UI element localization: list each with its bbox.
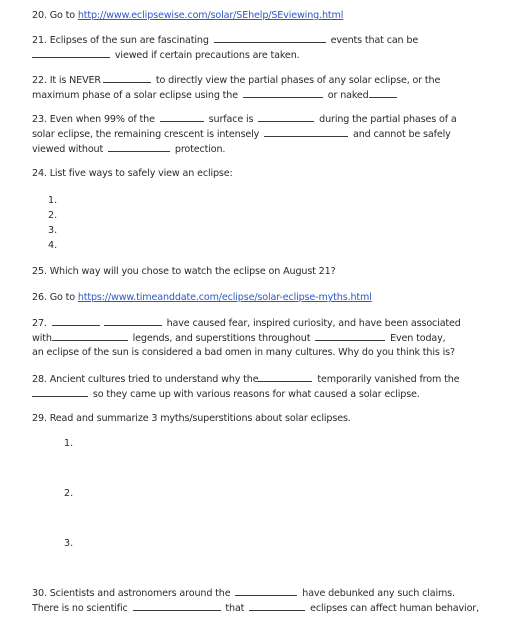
question-30-line2 xyxy=(32,602,479,615)
list-item: 4. xyxy=(48,240,58,251)
q23-text-g: protection. xyxy=(172,144,226,155)
list-item: 1. xyxy=(64,438,74,449)
list-item: 2. xyxy=(48,210,58,221)
answer-blank[interactable] xyxy=(32,49,110,58)
q30-text-b: have debunked any such claims. xyxy=(299,588,455,599)
list-item: 2. xyxy=(64,488,74,499)
q23-text-e: and cannot be safely xyxy=(350,129,451,140)
list-item: 1. xyxy=(48,195,58,206)
answer-blank[interactable] xyxy=(369,89,397,98)
q30-text-c: There is no scientific xyxy=(32,603,131,614)
question-28-line1 xyxy=(32,373,459,386)
question-23-line1 xyxy=(32,113,457,126)
q22-text-c: maximum phase of a solar eclipse using the xyxy=(32,90,241,101)
question-29: 29. Read and summarize 3 myths/superstitions about solar eclipses. xyxy=(32,413,351,424)
answer-blank[interactable] xyxy=(133,602,221,611)
question-26 xyxy=(32,292,372,304)
question-23-line2 xyxy=(32,128,451,141)
answer-blank[interactable] xyxy=(258,113,314,122)
q22-text-a: 22. It is NEVER xyxy=(32,75,101,86)
q30-text-e: eclipses can affect human behavior, xyxy=(307,603,479,614)
q28-text-a: 28. Ancient cultures tried to understand why the xyxy=(32,374,259,385)
question-22-line2 xyxy=(32,89,399,102)
answer-blank[interactable] xyxy=(108,143,170,152)
question-22-line1 xyxy=(32,74,440,87)
q23-text-f: viewed without xyxy=(32,144,106,155)
q20-prefix: 20. Go to xyxy=(32,10,78,21)
q27-text-e: Even today, xyxy=(387,333,446,344)
question-27-line3: an eclipse of the sun is considered a bad omen in many cultures. Why do you think this is? xyxy=(32,347,455,358)
answer-blank[interactable] xyxy=(104,317,162,326)
question-25: 25. Which way will you chose to watch the eclipse on August 21? xyxy=(32,266,336,277)
question-27-line1 xyxy=(32,317,461,330)
timeanddate-link[interactable]: https://www.timeanddate.com/eclipse/solar-eclipse-myths.html xyxy=(77,292,372,303)
q23-text-b: surface is xyxy=(205,114,257,125)
question-28-line2 xyxy=(32,388,420,401)
question-21-line2 xyxy=(32,49,300,62)
list-item: 3. xyxy=(48,225,58,236)
answer-blank[interactable] xyxy=(103,74,151,83)
q21-text-a: 21. Eclipses of the sun are fascinating xyxy=(32,35,212,46)
q23-text-c: during the partial phases of a xyxy=(316,114,457,125)
q28-text-b: temporarily vanished from the xyxy=(314,374,460,385)
answer-blank[interactable] xyxy=(52,317,100,326)
question-20 xyxy=(32,10,343,22)
answer-blank[interactable] xyxy=(32,388,88,397)
q26-prefix: 26. Go to xyxy=(32,292,78,303)
answer-blank[interactable] xyxy=(264,128,348,137)
q21-text-b: events that can be xyxy=(327,35,419,46)
answer-blank[interactable] xyxy=(160,113,204,122)
answer-blank[interactable] xyxy=(52,332,128,341)
question-24: 24. List five ways to safely view an eclipse: xyxy=(32,168,233,179)
answer-blank[interactable] xyxy=(214,34,326,43)
eclipsewise-link[interactable]: http://www.eclipsewise.com/solar/SEhelp/SEviewing.html xyxy=(77,10,344,21)
question-30-line1 xyxy=(32,587,455,600)
q30-text-d: that xyxy=(222,603,248,614)
q22-text-b: to directly view the partial phases of any solar eclipse, or the xyxy=(152,75,441,86)
q21-text-c: viewed if certain precautions are taken. xyxy=(112,50,300,61)
q27-text-c: with xyxy=(32,333,52,344)
answer-blank[interactable] xyxy=(315,332,385,341)
q30-text-a: 30. Scientists and astronomers around the xyxy=(32,588,234,599)
q28-text-c: so they came up with various reasons for what caused a solar eclipse. xyxy=(90,389,420,400)
q23-text-a: 23. Even when 99% of the xyxy=(32,114,158,125)
q22-text-d: or naked xyxy=(324,90,369,101)
q23-text-d: solar eclipse, the remaining crescent is intensely xyxy=(32,129,263,140)
answer-blank[interactable] xyxy=(235,587,297,596)
q27-text-b: have caused fear, inspired curiosity, and have been associated xyxy=(163,318,461,329)
q27-text-a: 27. xyxy=(32,318,50,329)
list-item: 3. xyxy=(64,538,74,549)
answer-blank[interactable] xyxy=(258,373,312,382)
answer-blank[interactable] xyxy=(249,602,305,611)
question-27-line2 xyxy=(32,332,446,345)
question-23-line3 xyxy=(32,143,225,156)
question-21-line1 xyxy=(32,34,418,47)
answer-blank[interactable] xyxy=(243,89,323,98)
q27-text-d: legends, and superstitions throughout xyxy=(129,333,314,344)
